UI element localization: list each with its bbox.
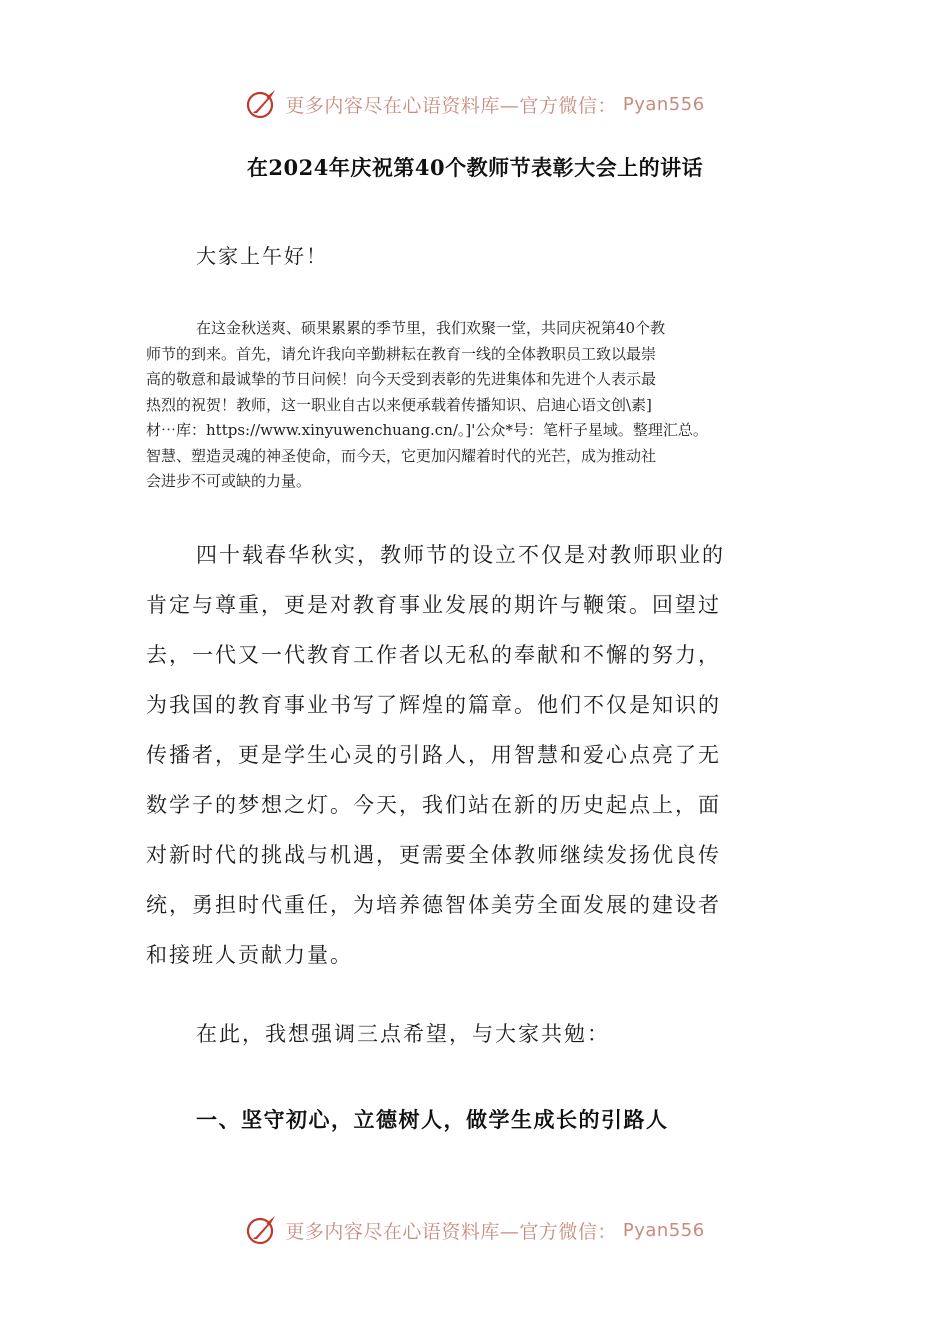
body-paragraph [146,530,806,980]
banner-text: 更多内容尽在心语资料库—官方微信： [285,94,617,117]
greeting: 大家上午好！ [196,244,328,268]
body-line: 和接班人贡献力量。 [146,943,353,967]
banner-text: 更多内容尽在心语资料库—官方微信： [285,1220,617,1243]
intro-line: 智慧、塑造灵魂的神圣使命，而今天，它更加闪耀着时代的光芒，成为推动社 [146,446,657,465]
body-line: 为我国的教育事业书写了辉煌的篇章。他们不仅是知识的 [146,693,721,717]
intro-line: 高的敬意和最诚挚的节日问候！向今天受到表彰的先进集体和先进个人表示最 [146,370,657,388]
intro-line: 师节的到来。首先，请允许我向辛勤耕耘在教育一线的全体教职员工致以最崇 [146,344,657,363]
quill-logo-icon [245,1213,279,1247]
banner-contact: Pyan556 [622,93,705,115]
footer-banner [0,1210,950,1250]
hope-line: 在此，我想强调三点希望，与大家共勉： [196,1022,610,1046]
body-line: 去，一代又一代教育工作者以无私的奉献和不懈的努力， [146,643,721,667]
header-banner [0,84,950,124]
intro-line: 在这金秋送爽、硕果累累的季节里，我们欢聚一堂，共同庆祝第40个教 [196,319,666,337]
intro-line: 材⋯库：https://www.xinyuwenchuang.cn/。]'公众*号：笔杆子星域。整理汇总。 [146,421,708,439]
intro-line: 热烈的祝贺！教师，这一职业自古以来便承载着传播知识、启迪心语文创\素] [146,395,652,414]
body-line: 四十载春华秋实，教师节的设立不仅是对教师职业的 [196,543,725,567]
document-title: 在2024年庆祝第40个教师节表彰大会上的讲话 [246,155,704,180]
body-line: 数学子的梦想之灯。今天，我们站在新的历史起点上，面 [146,793,721,817]
banner-contact: Pyan556 [622,1219,705,1241]
quill-logo-icon [245,87,279,121]
body-line: 肯定与尊重，更是对教育事业发展的期许与鞭策。回望过 [146,593,721,617]
body-line: 对新时代的挑战与机遇，更需要全体教师继续发扬优良传 [146,843,721,867]
body-line: 统，勇担时代重任，为培养德智体美劳全面发展的建设者 [146,893,721,917]
intro-line: 会进步不可或缺的力量。 [146,472,312,490]
intro-paragraph [146,316,810,495]
body-line: 传播者，更是学生心灵的引路人，用智慧和爱心点亮了无 [146,743,721,767]
section-heading-1: 一、坚守初心，立德树人，做学生成长的引路人 [196,1107,669,1132]
